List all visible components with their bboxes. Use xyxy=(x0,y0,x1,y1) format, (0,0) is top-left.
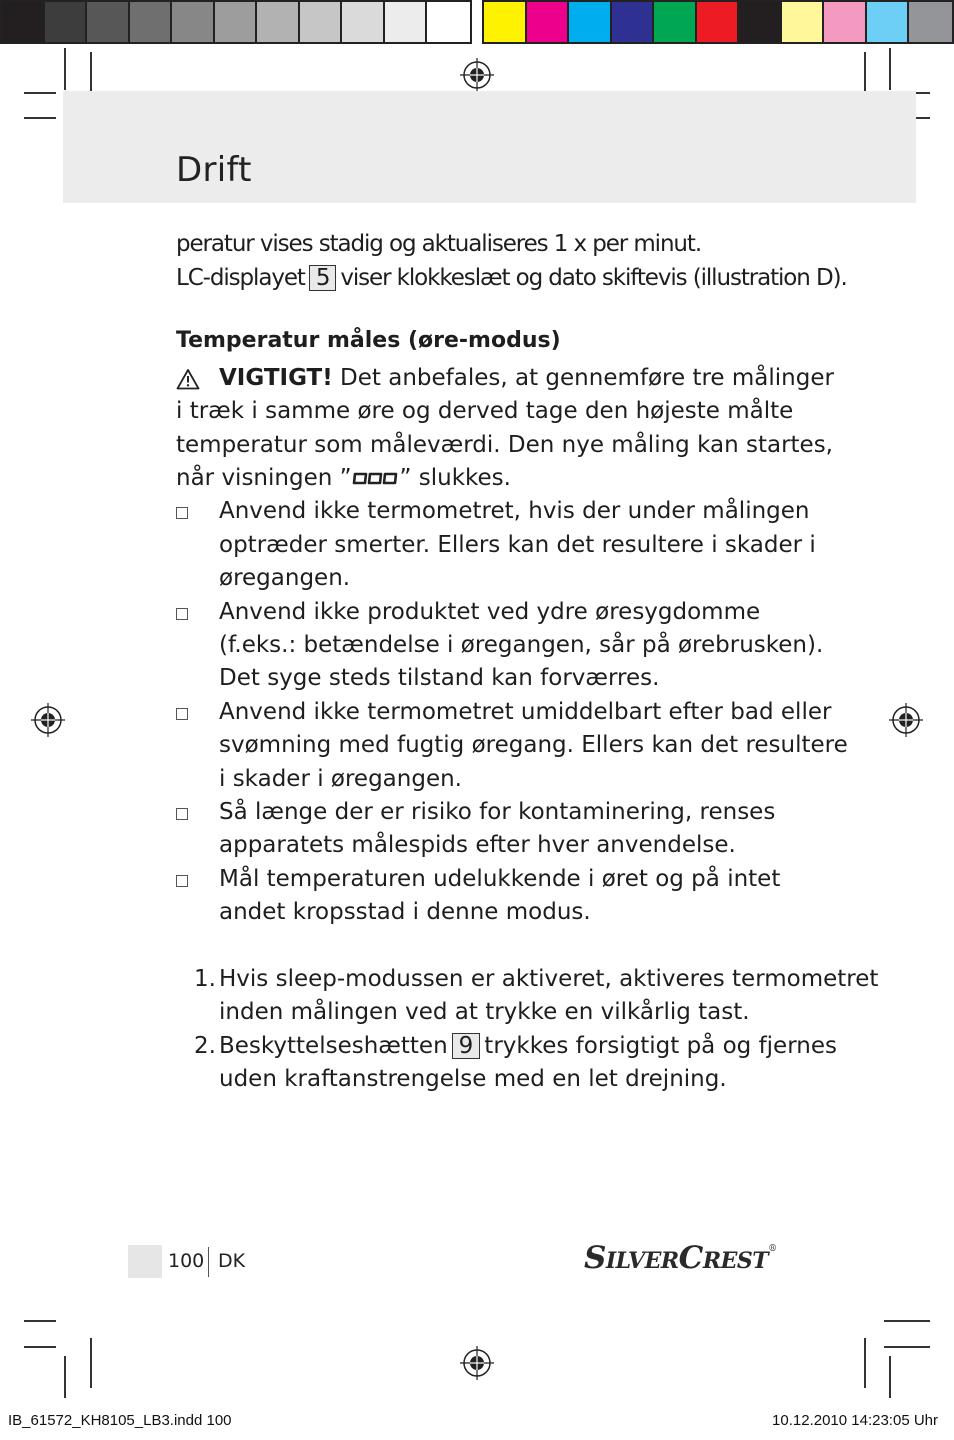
list-item-line: Anvend ikke termometret, hvis der under målingen xyxy=(219,498,810,524)
gray-swatch xyxy=(87,2,130,42)
list-item-line: Det syge steds tilstand kan forværres. xyxy=(219,665,660,691)
gray-swatch xyxy=(300,2,343,42)
list-item-line: Anvend ikke termometret umiddelbart efter bad eller xyxy=(219,699,832,725)
step-line: uden kraftanstrengelse med en let drejning. xyxy=(219,1066,727,1092)
list-item-line: øregangen. xyxy=(219,565,351,591)
crop-mark xyxy=(889,48,891,90)
grayscale-swatch-bar xyxy=(0,0,472,44)
crop-mark xyxy=(889,1356,891,1398)
warning-text: ” slukkes. xyxy=(399,465,511,491)
bullet-checkbox-icon xyxy=(176,507,188,519)
warning-line: temperatur som måleværdi. Den nye måling kan startes, xyxy=(176,432,833,458)
crop-mark xyxy=(64,1356,66,1398)
color-swatch-bar xyxy=(482,0,954,44)
crop-mark xyxy=(64,48,66,90)
language-code: DK xyxy=(218,1250,246,1272)
page-title: Drift xyxy=(176,150,252,190)
registered-mark: ® xyxy=(768,1244,777,1254)
crop-mark xyxy=(24,1320,56,1322)
warning-text: når visningen ” xyxy=(176,465,352,491)
crop-mark xyxy=(864,1338,866,1388)
brand-logo xyxy=(584,1240,777,1276)
registration-mark-icon xyxy=(460,1346,494,1380)
list-item-line: Så længe der er risiko for kontaminering, renses xyxy=(219,799,776,825)
gray-swatch xyxy=(172,2,215,42)
color-swatch xyxy=(739,2,782,42)
warning-label: VIGTIGT! xyxy=(219,365,333,391)
step-line: Hvis sleep-modussen er aktiveret, aktiveres termometret xyxy=(219,966,879,992)
intro-text: viser klokkeslæt og dato skiftevis (illustration D). xyxy=(340,265,847,291)
color-swatch xyxy=(782,2,825,42)
list-item-line: svømning med fugtig øregang. Ellers kan det resultere xyxy=(219,732,848,758)
crop-mark xyxy=(90,1338,92,1388)
part-reference-box: 5 xyxy=(309,265,337,291)
step-text: trykkes forsigtigt på og fjernes xyxy=(484,1033,837,1059)
registration-mark-icon xyxy=(889,703,923,737)
step-text: Beskyttelseshætten xyxy=(219,1033,448,1059)
gray-swatch xyxy=(257,2,300,42)
warning-line xyxy=(176,462,511,495)
intro-text: LC-displayet xyxy=(176,265,305,291)
list-item-line: andet kropsstad i denne modus. xyxy=(219,899,591,925)
color-swatch xyxy=(527,2,570,42)
step-line xyxy=(219,1030,837,1063)
crop-mark xyxy=(884,1320,930,1322)
bullet-checkbox-icon xyxy=(176,708,188,720)
list-item-line: i skader i øregangen. xyxy=(219,766,462,792)
footer-divider xyxy=(208,1247,209,1277)
color-swatch xyxy=(484,2,527,42)
gray-swatch xyxy=(2,2,45,42)
list-item-line: optræder smerter. Ellers kan det resultere i skader i xyxy=(219,532,816,558)
step-number: 1. xyxy=(194,966,216,992)
gray-swatch xyxy=(45,2,88,42)
gray-swatch xyxy=(215,2,258,42)
brand-logo-part: C xyxy=(678,1240,703,1276)
list-item-line: apparatets målespids efter hver anvendelse. xyxy=(219,832,736,858)
gray-swatch xyxy=(130,2,173,42)
bullet-checkbox-icon xyxy=(176,808,188,820)
page-number-tab xyxy=(128,1245,162,1278)
color-swatch xyxy=(612,2,655,42)
part-reference-box: 9 xyxy=(452,1033,481,1059)
color-swatch xyxy=(867,2,910,42)
bullet-checkbox-icon xyxy=(176,608,188,620)
brand-logo-part: ILVER xyxy=(605,1248,679,1274)
intro-text: peratur vises stadig og aktualiseres 1 x per minut. xyxy=(176,231,702,257)
gray-swatch xyxy=(342,2,385,42)
brand-logo-part: REST xyxy=(702,1248,769,1274)
warning-line xyxy=(219,362,834,395)
lcd-dashes-symbol-icon xyxy=(352,469,400,487)
gray-swatch xyxy=(427,2,470,42)
crop-mark xyxy=(884,1346,930,1348)
list-item-line: Mål temperaturen udelukkende i øret og på intet xyxy=(219,866,781,892)
color-swatch xyxy=(654,2,697,42)
intro-line xyxy=(176,228,701,261)
warning-triangle-icon xyxy=(176,368,200,390)
crop-mark xyxy=(24,92,56,94)
registration-mark-icon xyxy=(31,703,65,737)
color-swatch xyxy=(824,2,867,42)
brand-logo-part: S xyxy=(584,1240,606,1276)
page-number: 100 xyxy=(168,1250,205,1272)
list-item-line: Anvend ikke produktet ved ydre øresygdomme xyxy=(219,599,761,625)
warning-text: Det anbefales, at gennemføre tre målinger xyxy=(340,365,834,391)
gray-swatch xyxy=(385,2,428,42)
print-slug-timestamp: 10.12.2010 14:23:05 Uhr xyxy=(772,1412,938,1429)
step-number: 2. xyxy=(194,1033,216,1059)
crop-mark xyxy=(24,117,56,119)
bullet-checkbox-icon xyxy=(176,875,188,887)
intro-line xyxy=(176,262,847,295)
color-swatch xyxy=(909,2,952,42)
crop-mark xyxy=(24,1346,56,1348)
print-slug-filename: IB_61572_KH8105_LB3.indd 100 xyxy=(8,1412,232,1429)
registration-mark-icon xyxy=(460,58,494,92)
section-heading: Temperatur måles (øre-modus) xyxy=(176,328,561,353)
color-swatch xyxy=(697,2,740,42)
step-line: inden målingen ved at trykke en vilkårlig tast. xyxy=(219,999,750,1025)
list-item-line: (f.eks.: betændelse i øregangen, sår på ørebrusken). xyxy=(219,632,824,658)
color-swatch xyxy=(569,2,612,42)
warning-line: i træk i samme øre og derved tage den højeste målte xyxy=(176,398,794,424)
